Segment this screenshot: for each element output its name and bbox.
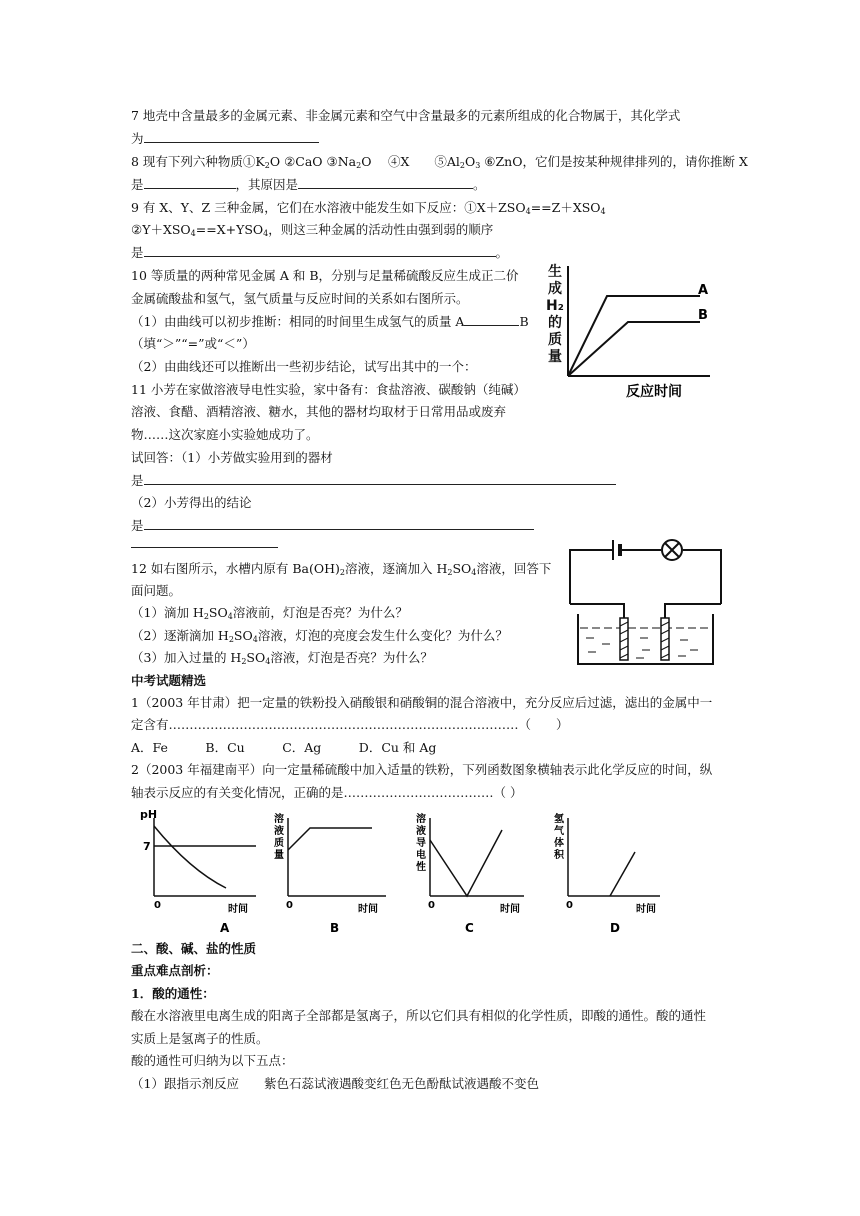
graph-d-ylabel-2: 气 (554, 826, 564, 837)
water-tank (578, 614, 713, 664)
q11-line4: 试回答：（1）小芳做实验用到的器材 (131, 450, 333, 465)
graph-b-ylabel-4: 量 (274, 850, 284, 861)
graph-a (140, 808, 256, 935)
q12-t10: 溶液，灯泡的亮度会发生什么变化？为什么？ (257, 628, 508, 643)
q8-blank-reason[interactable] (298, 177, 473, 189)
q9-t3: ②Y＋XSO (131, 222, 191, 237)
q10-t2: B (519, 314, 529, 329)
graph-d-ylabel-1: 氢 (554, 814, 564, 825)
sub: 3 (475, 161, 481, 170)
q8-blank-x[interactable] (144, 177, 236, 189)
liquid-marks (586, 638, 698, 658)
graph-b-caption: B (330, 921, 340, 935)
graph-d-caption: D (610, 921, 620, 935)
sub: 2 (264, 161, 270, 170)
q12-line5 (131, 650, 433, 666)
graph-c-ylabel-3: 导 (416, 838, 426, 849)
sub: 4 (263, 229, 269, 238)
q12-line2: 面问题。 (131, 583, 182, 598)
q12-t13: 溶液，灯泡是否亮？为什么？ (270, 650, 433, 665)
q12-t4: 溶液，回答下 (476, 561, 552, 576)
q12-line3 (131, 605, 408, 621)
graph-a-xlabel: 时间 (228, 904, 248, 915)
q7-answer-blank[interactable] (144, 131, 319, 143)
exam-heading: 中考试题精选 (131, 673, 207, 688)
graph-c (416, 812, 524, 935)
q10-label-a: A (698, 283, 709, 298)
q12-t2: 溶液，逐滴加入 H (345, 561, 448, 576)
q10-line3 (131, 314, 529, 330)
q7-text: 为 (131, 131, 144, 146)
sub: 4 (190, 229, 196, 238)
q9-t1: 9 有 X、Y、Z 三种金属，它们在水溶液中能发生如下反应：①X＋ZSO (131, 200, 526, 215)
graph-c-ylabel-4: 电 (416, 850, 426, 861)
exam-q2-graphs (130, 808, 670, 938)
sub: 2 (356, 161, 362, 170)
q10-graph (540, 262, 720, 402)
graph-b-ylabel-1: 溶 (274, 814, 284, 825)
q11-conclusion-blank-2[interactable] (131, 547, 278, 548)
graph-c-ylabel-1: 溶 (416, 814, 426, 825)
sub: 4 (227, 612, 233, 621)
graph-c-ylabel-2: 液 (416, 826, 426, 837)
mass-curve (288, 828, 372, 850)
q9-t4: ==X+YSO (195, 222, 264, 237)
q8-line1 (131, 154, 748, 170)
q11-line3: 物……这次家庭小实验她成功了。 (131, 427, 319, 442)
q10-line1: 10 等质量的两种常见金属 A 和 B，分别与足量稀硫酸反应生成正二价 (131, 268, 519, 283)
q11-line5 (131, 473, 616, 489)
exam-q1-line1: 1（2003 年甘肃）把一定量的铁粉投入硝酸银和硝酸铜的混合溶液中，充分反应后过滤，滤出的金属中一 (131, 695, 713, 710)
sub: 2 (203, 612, 209, 621)
graph-b-ylabel-2: 液 (274, 826, 284, 837)
q9-line2 (131, 222, 493, 238)
exam-q2-line1: 2（2003 年福建南平）向一定量稀硫酸中加入适量的铁粉，下列函数图象横轴表示此化学反应的时间，纵 (131, 762, 713, 777)
q10-ylabel-2: 成 (548, 281, 562, 297)
q10-line4: （填“＞”“=”或“＜”） (131, 336, 255, 351)
sub: 4 (252, 635, 258, 644)
q8-t3: O ④X ⑤Al (361, 154, 460, 169)
q11-conclusion-blank[interactable] (144, 518, 534, 530)
q10-t1: （1）由曲线可以初步推断：相同的时间里生成氢气的质量 A (131, 314, 465, 329)
q8-t3b: O (464, 154, 476, 169)
q8-t2: O ②CaO ③Na (269, 154, 357, 169)
graph-a-ylabel: pH (140, 808, 158, 821)
q10-ylabel-3: H₂ (546, 298, 564, 314)
q12-t1: 12 如右图所示，水槽内原有 Ba(OH) (131, 561, 340, 576)
q8-line2 (131, 177, 486, 193)
graph-d-xlabel: 时间 (636, 904, 656, 915)
q10-compare-blank[interactable] (464, 314, 519, 326)
graph-a-origin: 0 (154, 900, 161, 911)
exam-q1-options: A．Fe B．Cu C．Ag D．Cu 和 Ag (131, 740, 437, 755)
q10-ylabel-5: 质 (548, 332, 562, 348)
q10-curve-b (568, 322, 700, 376)
wire-left (570, 550, 613, 604)
section2-p1-line2: 实质上是氢离子的性质。 (131, 1031, 269, 1046)
section2-sub: 重点难点剖析： (131, 963, 219, 978)
graph-b-xlabel: 时间 (358, 904, 378, 915)
lamp-icon (662, 540, 682, 560)
graph-b (274, 812, 386, 935)
q11-equipment-blank[interactable] (144, 473, 616, 485)
q10-label-b: B (698, 308, 708, 323)
q9-line1 (131, 200, 606, 216)
q11-t1: 是 (131, 473, 144, 488)
q10-ylabel-6: 量 (548, 349, 562, 365)
section2-p1-line1: 酸在水溶液里电离生成的阳离子全部都是氢离子，所以它们具有相似的化学性质，即酸的通性。酸的通性 (131, 1008, 707, 1023)
hydrogen-curve (610, 852, 635, 896)
q12-t12: SO (246, 650, 266, 665)
q7-line1: 7 地壳中含量最多的金属元素、非金属元素和空气中含量最多的元素所组成的化合物属于，其化学式 (131, 108, 681, 123)
graph-d (554, 812, 660, 935)
section2-heading: 二、酸、碱、盐的性质 (131, 941, 257, 956)
q8-t6: ，其原因是 (235, 177, 299, 192)
q12-t5: （1）滴加 H (131, 605, 204, 620)
graph-d-origin: 0 (566, 900, 573, 911)
graph-c-ylabel-5: 性 (416, 862, 426, 873)
graph-c-xlabel: 时间 (500, 904, 520, 915)
section2-p3: （1）跟指示剂反应 紫色石蕊试液遇酸变红色无色酚酞试液遇酸不变色 (131, 1076, 539, 1091)
conductivity-curve (430, 830, 502, 896)
exam-q1-line2: 定含有…………………………………………………………………………（ ） (131, 717, 569, 732)
graph-b-ylabel-3: 质 (274, 838, 284, 849)
section2-p2: 酸的通性可归纳为以下五点： (131, 1053, 294, 1068)
sub: 2 (459, 161, 465, 170)
q7-line2 (131, 131, 319, 147)
q10-line5: （2）由曲线还可以推断出一些初步结论，试写出其中的一个： (131, 359, 477, 374)
q9-t7: 。 (495, 245, 509, 260)
q12-line1 (131, 561, 551, 577)
sub: 2 (241, 657, 247, 666)
graph-b-origin: 0 (286, 900, 293, 911)
q9-t5: ，则这三种金属的活动性由强到弱的顺序 (268, 222, 494, 237)
q11-t2: 是 (131, 518, 144, 533)
q12-t7: 溶液前，灯泡是否亮？为什么？ (232, 605, 408, 620)
sub: 2 (228, 635, 234, 644)
q10-ylabel-1: 生 (548, 264, 562, 280)
q12-circuit-diagram (562, 534, 732, 674)
q11-line7 (131, 518, 534, 534)
graph-d-ylabel-3: 体 (554, 838, 564, 849)
q8-t1: 8 现有下列六种物质①K (131, 154, 265, 169)
q8-t4: ⑥ZnO，它们是按某种规律排列的，请你推断 X (480, 154, 748, 169)
q10-xlabel: 反应时间 (626, 384, 682, 400)
q10-ylabel-4: 的 (548, 315, 562, 331)
q12-t6: SO (208, 605, 228, 620)
q12-t11: （3）加入过量的 H (131, 650, 242, 665)
q11-line2: 溶液、食醋、酒精溶液、糖水，其他的器材均取材于日常用品或废弃 (131, 404, 507, 419)
q11-line1: 11 小芳在家做溶液导电性实验，家中备有：食盐溶液、碳酸钠（纯碱） (131, 382, 526, 397)
q8-t5: 是 (131, 177, 144, 192)
sub: 4 (600, 207, 606, 216)
q11-line6: （2）小芳得出的结论 (131, 495, 252, 510)
q9-line3 (131, 245, 508, 261)
q10-line2: 金属硫酸盐和氢气，氢气质量与反应时间的关系如右图所示。 (131, 291, 469, 306)
section2-sub1: 1．酸的通性： (131, 986, 215, 1001)
q9-answer-blank[interactable] (144, 245, 496, 257)
q12-t8: （2）逐渐滴加 H (131, 628, 229, 643)
q9-t2: ==Z＋XSO (530, 200, 601, 215)
sub: 2 (447, 568, 453, 577)
q12-t3: SO (452, 561, 472, 576)
sub: 4 (525, 207, 531, 216)
graph-c-origin: 0 (428, 900, 435, 911)
graph-a-tick-7: 7 (143, 840, 151, 853)
q12-line4 (131, 628, 508, 644)
q12-t9: SO (233, 628, 253, 643)
q8-t7: 。 (473, 177, 486, 192)
graph-d-ylabel-4: 积 (554, 850, 564, 861)
graph-a-caption: A (220, 921, 230, 935)
sub: 2 (339, 568, 345, 577)
sub: 4 (471, 568, 477, 577)
sub: 4 (265, 657, 271, 666)
wire-right (683, 550, 721, 604)
q10-curve-a (568, 296, 700, 376)
q9-t6: 是 (131, 245, 144, 260)
graph-c-caption: C (465, 921, 474, 935)
ph-curve (154, 826, 226, 888)
exam-q2-line2: 轴表示反应的有关变化情况，正确的是………………………………（ ） (131, 785, 523, 800)
